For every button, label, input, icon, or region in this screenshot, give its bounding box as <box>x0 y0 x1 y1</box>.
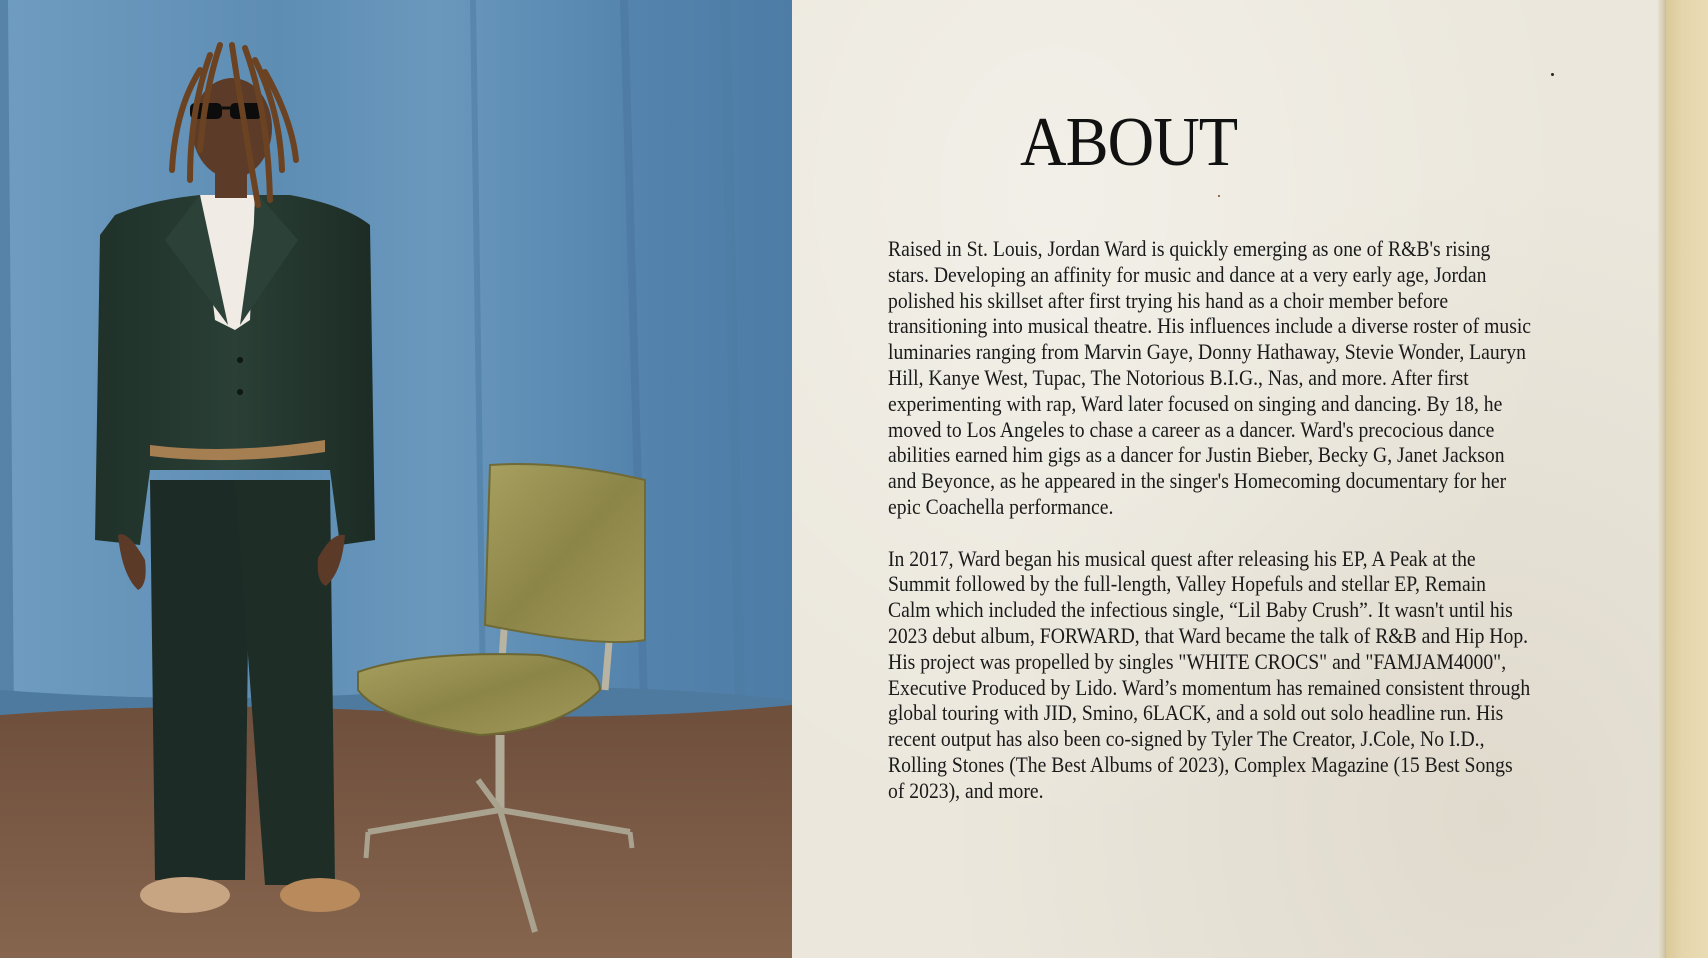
about-body <box>888 236 1532 804</box>
paper-edge <box>1658 0 1666 958</box>
artist-portrait-photo <box>0 0 792 958</box>
paper-backing <box>1666 0 1708 958</box>
about-paragraph-2: In 2017, Ward began his musical quest after releasing his EP, A Peak at the Summit followed by the full-length, Valley Hopefuls and stellar EP, Remain Calm which included the infectious single, “Lil Baby Crush”. It wasn't until his 2023 debut album, FORWARD, that Ward became the talk of R&B and Hip Hop. His project was propelled by singles "WHITE CROCS" and "FAMJAM4000", Executive Produced by Lido. Ward’s momentum has remained consistent through global touring with JID, Smino, 6LACK, and a sold out solo headline run. His recent output has also been co-signed by Tyler The Creator, J.Cole, No I.D., Rolling Stones (The Best Albums of 2023), Complex Magazine (15 Best Songs of 2023), and more. <box>888 545 1531 803</box>
paper-speck <box>1218 195 1220 197</box>
portrait-photo-icon <box>0 0 792 958</box>
page-title: ABOUT <box>1020 104 1238 181</box>
about-paragraph-1: Raised in St. Louis, Jordan Ward is quickly emerging as one of R&B's rising stars. Developing an affinity for music and dance at a very early age, Jordan polished his skillset after first trying his hand as a choir member before transitioning into musical theatre. His influences include a diverse roster of music luminaries ranging from Marvin Gaye, Donny Hathaway, Stevie Wonder, Lauryn Hill, Kanye West, Tupac, The Notorious B.I.G., Nas, and more. After first experimenting with rap, Ward later focused on singing and dancing. By 18, he moved to Los Angeles to chase a career as a dancer. Ward's precocious dance abilities earned him gigs as a dancer for Justin Bieber, Becky G, Janet Jackson and Beyonce, as he appeared in the singer's Homecoming documentary for her epic Coachella performance. <box>888 236 1532 519</box>
paper-speck <box>1551 73 1554 76</box>
